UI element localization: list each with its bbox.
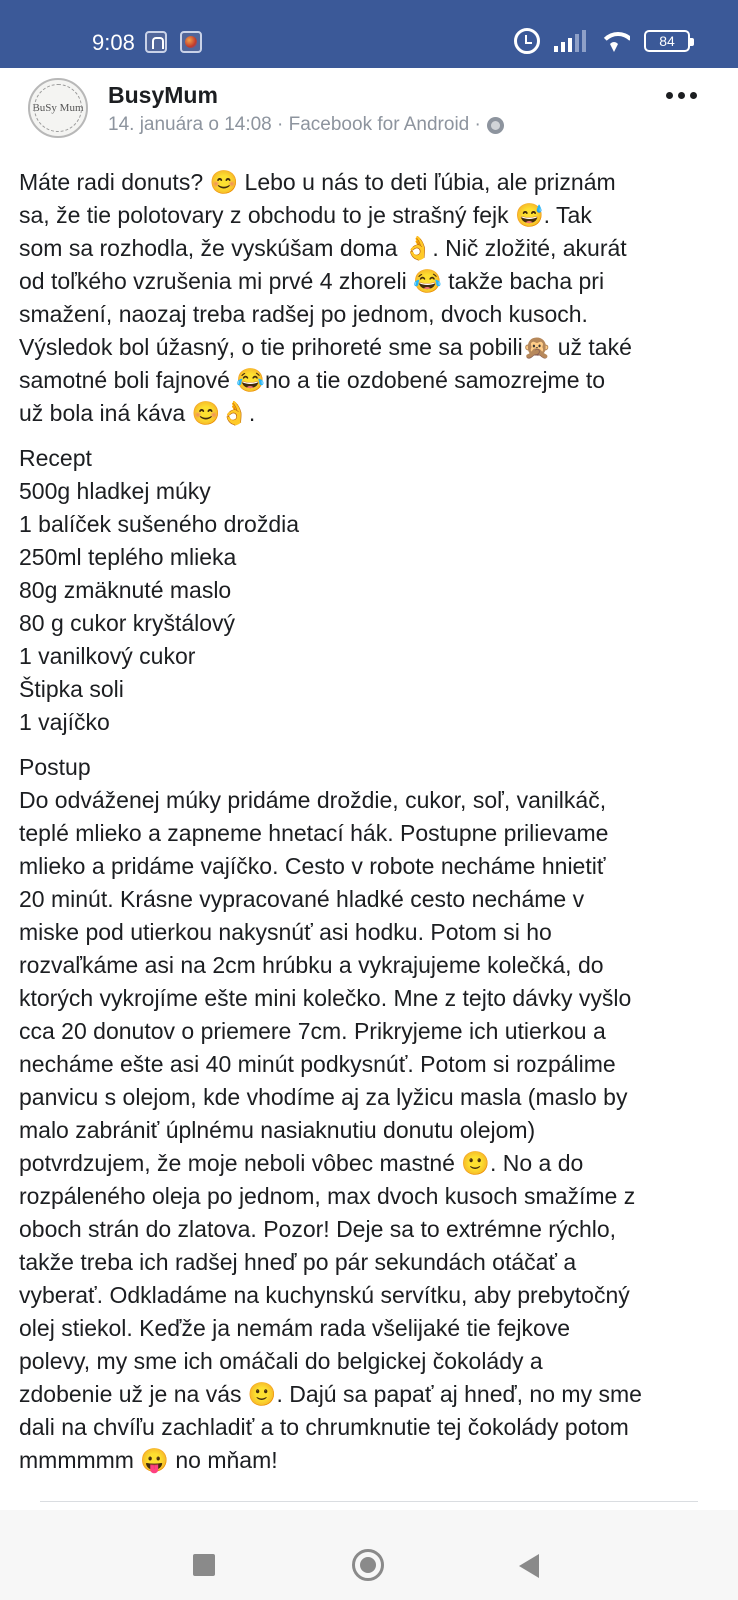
divider — [40, 1501, 698, 1502]
android-nav-bar — [0, 1510, 738, 1600]
post-timestamp[interactable]: 14. januára o 14:08 · Facebook for Android · — [108, 114, 481, 135]
post-meta — [108, 114, 504, 136]
dot-icon — [666, 92, 673, 99]
text-line: teplé mlieko a zapneme hnetací hák. Postupne prilievame — [19, 820, 609, 846]
text-line: malo zabrániť úplnému nasiaknutiu donutu olejom) — [19, 1117, 536, 1143]
dot-icon — [678, 92, 685, 99]
ingredient-item: 1 vajíčko — [19, 709, 110, 735]
text-line: mmmmmm 😛 no mňam! — [19, 1447, 278, 1473]
ingredient-item: 1 vanilkový cukor — [19, 643, 196, 669]
ingredient-item: 250ml teplého mlieka — [19, 544, 237, 570]
ingredient-item: 80g zmäknuté maslo — [19, 577, 232, 603]
recents-button[interactable] — [193, 1554, 215, 1576]
text-line: polevy, my sme ich omáčali do belgickej čokolády a — [19, 1348, 543, 1374]
recipe-procedure — [19, 751, 725, 1477]
text-line: dali na chvíľu zachladiť a to chrumknutie tej čokolády potom — [19, 1414, 629, 1440]
text-line: smažení, naozaj treba radšej po jednom, dvoch kusoch. — [19, 301, 588, 327]
text-line: Výsledok bol úžasný, o tie prihoreté sme sa pobili🙊 už také — [19, 334, 632, 360]
text-line: mlieko a pridáme vajíčko. Cesto v robote necháme hnietiť — [19, 853, 606, 879]
status-bar — [0, 0, 738, 68]
avatar-logo-text: BuSy Mum — [32, 101, 84, 114]
dot-icon — [690, 92, 697, 99]
more-options-button[interactable] — [666, 88, 700, 102]
text-line: panvicu s olejom, kde vhodíme aj za lyžicu masla (maslo by — [19, 1084, 628, 1110]
status-icons — [514, 28, 690, 54]
text-line: olej stiekol. Keďže ja nemám rada všelijaké tie fejkove — [19, 1315, 571, 1341]
status-time: 9:08 — [92, 30, 135, 55]
text-line: rozpáleného oleja po jednom, max dvoch kusoch smažíme z — [19, 1183, 636, 1209]
text-line: sa, že tie polotovary z obchodu to je strašný fejk 😅. Tak — [19, 202, 592, 228]
ingredient-item: 1 balíček sušeného droždia — [19, 511, 300, 537]
text-line: som sa rozhodla, že vyskúšam doma 👌. Nič zložité, akurát — [19, 235, 627, 261]
ingredient-item: 80 g cukor kryštálový — [19, 610, 236, 636]
wifi-icon — [598, 30, 630, 52]
alarm-icon — [514, 28, 540, 54]
text-line: rozvaľkáme asi na 2cm hrúbku a vykrajujeme kolečká, do — [19, 952, 604, 978]
globe-icon — [487, 117, 504, 134]
ingredient-item: Štipka soli — [19, 676, 124, 702]
battery-level: 84 — [659, 33, 675, 49]
post-header — [0, 68, 738, 160]
text-line: 20 minút. Krásne vypracované hladké cesto necháme v — [19, 886, 585, 912]
text-line: potvrdzujem, že moje neboli vôbec mastné 🙂. No a do — [19, 1150, 584, 1176]
text-line: necháme ešte asi 40 minút podkysnúť. Potom si rozpálime — [19, 1051, 616, 1077]
app-notification-icon — [180, 31, 202, 53]
back-button[interactable] — [519, 1554, 539, 1578]
text-line: už bola iná káva 😊👌. — [19, 400, 256, 426]
author-name[interactable]: BusyMum — [108, 82, 218, 108]
avatar[interactable] — [28, 78, 88, 138]
ingredient-item: 500g hladkej múky — [19, 478, 211, 504]
text-line: ktorých vykrojíme ešte mini kolečko. Mne z tejto dávky vyšlo — [19, 985, 632, 1011]
text-line: od toľkého vzrušenia mi prvé 4 zhoreli 😂 takže bacha pri — [19, 268, 605, 294]
text-line: miske pod utierkou nakysnúť asi hodku. Potom si ho — [19, 919, 552, 945]
text-line: vyberať. Odkladáme na kuchynskú servítku, aby prebytočný — [19, 1282, 630, 1308]
text-line: zdobenie už je na vás 🙂. Dajú sa papať aj hneď, no my sme — [19, 1381, 642, 1407]
recipe-heading: Recept — [19, 445, 92, 471]
text-line: Do odváženej múky pridáme droždie, cukor, soľ, vanilkáč, — [19, 787, 607, 813]
text-line: cca 20 donutov o priemere 7cm. Prikryjeme ich utierkou a — [19, 1018, 606, 1044]
text-line: samotné boli fajnové 😂no a tie ozdobené samozrejme to — [19, 367, 606, 393]
battery-icon — [644, 30, 690, 52]
home-button[interactable] — [352, 1549, 384, 1581]
procedure-heading: Postup — [19, 754, 91, 780]
signal-icon — [554, 30, 586, 52]
text-line: oboch strán do zlatova. Pozor! Deje sa to extrémne rýchlo, — [19, 1216, 617, 1242]
text-line: takže treba ich radšej hneď po pár sekundách otáčať a — [19, 1249, 577, 1275]
app-notification-icon — [145, 31, 167, 53]
text-line: Máte radi donuts? 😊 Lebo u nás to deti ľúbia, ale priznám — [19, 169, 616, 195]
post-intro — [19, 166, 725, 430]
post-body — [19, 166, 725, 1489]
recipe-ingredients — [19, 442, 725, 739]
